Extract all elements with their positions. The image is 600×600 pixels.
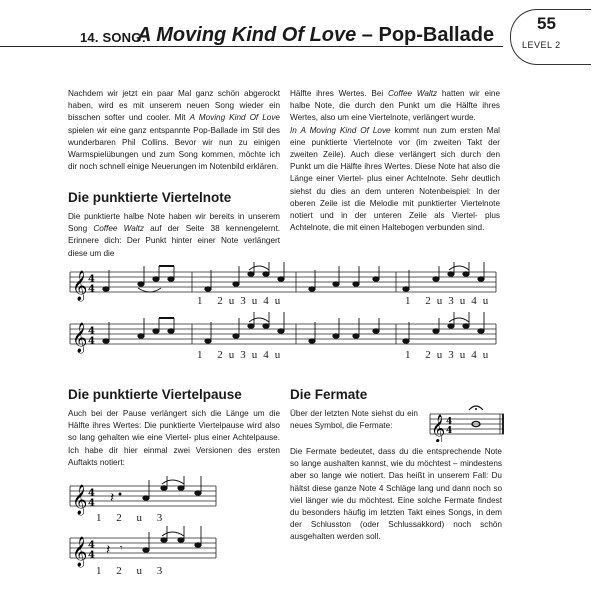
song-title-main: A Moving Kind Of Love (137, 24, 357, 46)
svg-text:𝄽: 𝄽 (106, 542, 111, 558)
heading-fermate: Die Fermate (290, 387, 368, 402)
level-label: LEVEL 2 (522, 40, 561, 50)
svg-text:𝄾: 𝄾 (120, 543, 123, 554)
count-row1-b: 1 2u3u4u (405, 295, 495, 307)
heading-punktierte-viertelpause: Die punktierte Viertelpause (68, 387, 242, 402)
page-number: 55 (537, 14, 556, 33)
heading-punktierte-viertelnote: Die punktierte Viertelnote (68, 190, 232, 205)
treble-clef-icon: 𝄞 (72, 271, 88, 301)
song-number: 14. SONG: (80, 30, 147, 45)
page-header (0, 0, 600, 70)
count-row2-a: 1 2u3u4u (197, 349, 287, 361)
section1-text: Die punktierte halbe Note haben wir bereits in unserem Song Coffee Waltz auf der Seite 38 kennengelernt. Erinnere dich: Der Punkt hinter einer Note verlängert diese um die (68, 212, 280, 258)
treble-clef-icon: 𝄞 (72, 323, 88, 353)
fermate-text: Die Fermate bedeutet, dass du die entsprechende Note so lange aushalten kannst, wie du möchtest – mindestens aber so lange wie notiert. Das heißt in unserem Fall: Du hältst diese ganze Note 4 Schläge lang und dann noch so viel länger wie du möchtest. Eine solche Fermate findest du besonders häufig im letzten Takt eines Songs, in dem der Schlusston (oder Schlussakkord) noch schön ausgehalten werden soll. (290, 447, 502, 542)
svg-text:4: 4 (446, 426, 453, 436)
time-signature-bottom: 4 (88, 336, 95, 347)
svg-text:4: 4 (88, 498, 95, 509)
staff-row-1 (70, 272, 496, 292)
song-title (137, 24, 494, 47)
time-signature-top: 4 (88, 274, 95, 285)
treble-clef-icon: 𝄞 (431, 414, 446, 442)
treble-clef-icon: 𝄞 (72, 485, 88, 515)
time-signature-bottom: 4 (88, 284, 95, 295)
fermata-example (428, 402, 508, 442)
svg-text:𝄽: 𝄽 (110, 490, 115, 506)
col2-text: Hälfte ihres Wertes. Bei Coffee Waltz hatten wir eine halbe Note, die durch den Punkt um die Hälfte ihres Wertes, also um eine Viertelnote, verlängert wurde. In A Moving Kind Of Love kommt nun zum ersten Mal eine punktierte Viertelnote vor (im zweiten Takt der zweiten Zeile). Auch diese verlängert sich durch den Punkt um die Hälfte ihres Wertes. Diese Note hat also die Länge einer Viertel- plus einer Achtelnote. Sehr deutlich siehst du dies an dem unteren Notenbeispiel: In der oberen Zeile ist die Melodie mit punktierter Viertelnote notiert und in der unteren Zeile als Viertel- plus Achtelnote, die mit einen Haltebogen verbunden sind. (290, 89, 500, 233)
svg-text:4: 4 (88, 540, 95, 551)
svg-text:4: 4 (88, 550, 95, 561)
treble-clef-icon: 𝄞 (72, 537, 88, 567)
count-short-1: 1 2 u 3 (96, 512, 169, 524)
time-signature-top: 4 (88, 326, 95, 337)
count-row2-b: 1 2u3u4u (405, 349, 495, 361)
song-genre: Pop-Ballade (378, 24, 495, 46)
svg-text:4: 4 (446, 417, 453, 427)
svg-text:4: 4 (88, 488, 95, 499)
staff-row-2 (70, 324, 496, 344)
intro-text: Nachdem wir jetzt ein paar Mal ganz schön abgerockt haben, wird es mit unserem neuen Song wieder ein bisschen softer und cooler. Mit A Moving Kind Of Love spielen wir eine ganz entspannte Pop-Ballade im Stil des wunderbaren Phil Collins. Bevor wir nun zu einigen Warmspielübungen und zum Song kommen, möchte ich dir noch schnell einige Neuerungen im Notenbild erklären. (68, 89, 280, 172)
count-row1-a: 1 2u3u4u (197, 295, 287, 307)
fermate-intro: Über der letzten Note siehst du ein neues Symbol, die Fermate: (290, 409, 418, 431)
section2-text: Auch bei der Pause verlängert sich die Länge um die Hälfte ihres Wertes: Die punktierte Viertelpause wird also so lang gehalten wie eine Viertel- plus einer Achtelpause. Ich habe dir hier einmal zwei Versionen des ersten Auftakts notiert: (68, 409, 280, 467)
count-short-2: 1 2 u 3 (96, 565, 169, 577)
title-dash: – (356, 24, 379, 46)
